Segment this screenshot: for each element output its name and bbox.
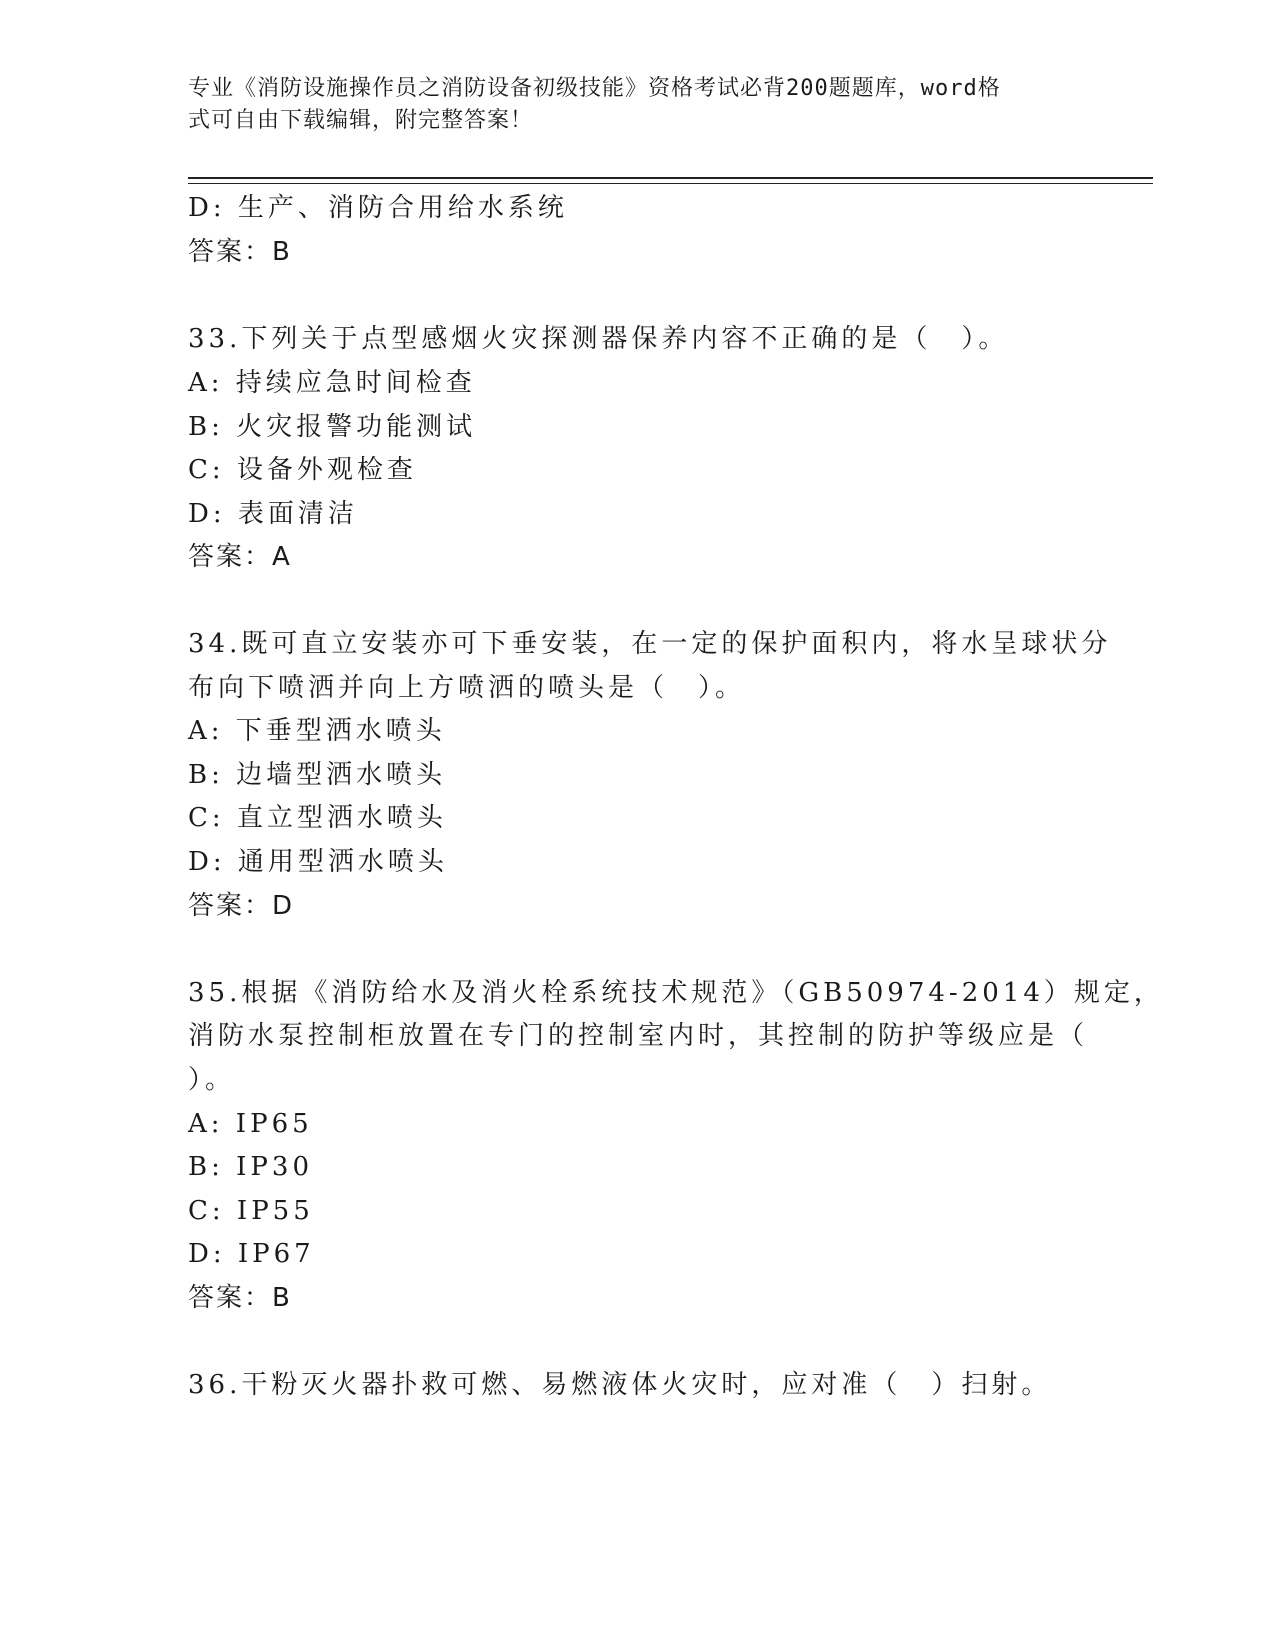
- q34-option-b: B: 边墙型洒水喷头: [188, 760, 447, 790]
- document-header: [188, 73, 1068, 137]
- q35-stem-line-3: ）。: [188, 1065, 236, 1095]
- q36-stem: 36.干粉灭火器扑救可燃、易燃液体火灾时，应对准（ ）扫射。: [188, 1370, 1052, 1400]
- q33-stem: 33.下列关于点型感烟火灾探测器保养内容不正确的是（ ）。: [188, 324, 1009, 354]
- header-divider-thick: [188, 177, 1153, 179]
- q35-option-a: A: IP65: [188, 1109, 313, 1139]
- header-divider-thin: [188, 183, 1153, 184]
- prev-option-d: D: 生产、消防合用给水系统: [188, 193, 568, 223]
- q35-option-d: D: IP67: [188, 1239, 315, 1269]
- q33-option-a: A: 持续应急时间检查: [188, 368, 476, 398]
- q35-stem-line-1: 35.根据《消防给水及消火栓系统技术规范》（GB50974-2014）规定，: [188, 978, 1164, 1008]
- q34-stem-line-1: 34.既可直立安装亦可下垂安装，在一定的保护面积内，将水呈球状分: [188, 629, 1112, 659]
- q34-option-c: C: 直立型洒水喷头: [188, 803, 447, 833]
- q34-stem-line-2: 布向下喷洒并向上方喷洒的喷头是（ ）。: [188, 673, 746, 703]
- q35-stem-line-2: 消防水泵控制柜放置在专门的控制室内时，其控制的防护等级应是（: [188, 1021, 1089, 1051]
- header-line-1: 专业《消防设施操作员之消防设备初级技能》资格考试必背200题题库，word格: [188, 76, 1001, 101]
- prev-answer: 答案：B: [188, 237, 292, 267]
- q33-option-b: B: 火灾报警功能测试: [188, 412, 477, 442]
- q34-option-d: D: 通用型洒水喷头: [188, 847, 448, 877]
- q33-option-c: C: 设备外观检查: [188, 455, 417, 485]
- q35-answer: 答案：B: [188, 1283, 292, 1313]
- q34-answer: 答案：D: [188, 891, 295, 921]
- q33-option-d: D: 表面清洁: [188, 499, 358, 529]
- q35-option-b: B: IP30: [188, 1152, 313, 1182]
- q35-option-c: C: IP55: [188, 1196, 314, 1226]
- q34-option-a: A: 下垂型洒水喷头: [188, 716, 446, 746]
- header-line-2: 式可自由下载编辑，附完整答案！: [188, 108, 534, 133]
- q33-answer: 答案：A: [188, 542, 292, 572]
